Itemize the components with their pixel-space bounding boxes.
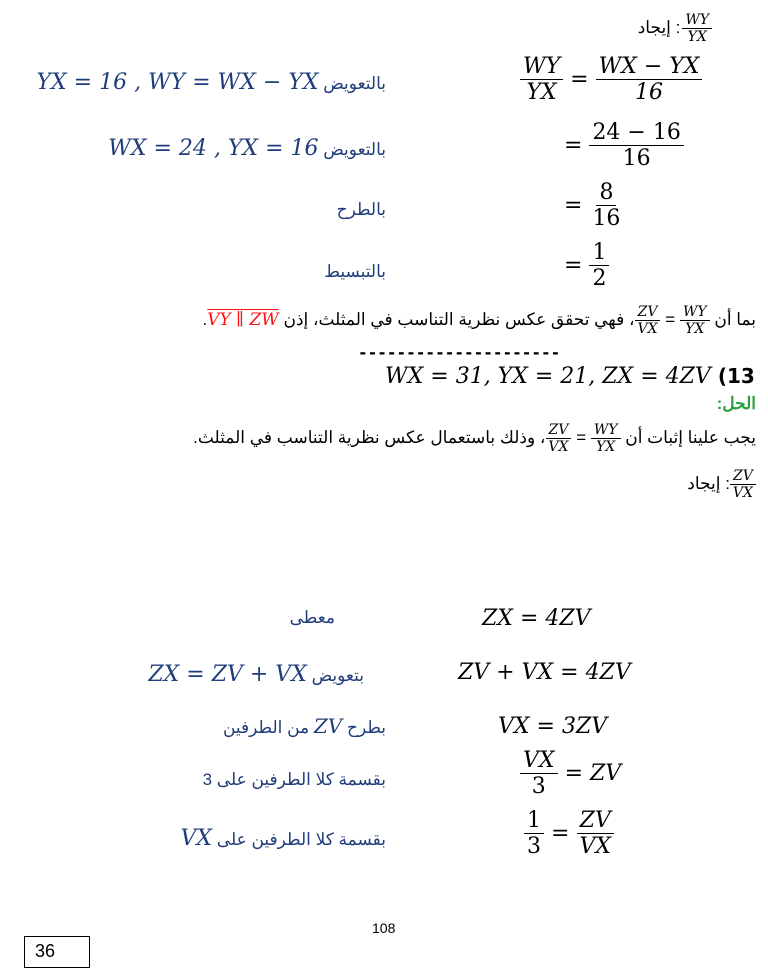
p13-step1-reason: معطى [289, 608, 335, 627]
conclusion-line: بما أن $\frac{ZV}{VX}$ = $\frac{WY}{YX}$ ، فهي تحقق عكس نظرية التناسب في المثلث، إذن VY ∥ ZW. [202, 304, 756, 338]
p13-step3-expr: VX = 3ZV [498, 714, 608, 739]
p13-step4-expr: $\frac{VX}{3}$ = ZV [520, 748, 621, 800]
step4-expression: = $\frac{1}{2}$ [564, 240, 609, 292]
step1-expression: $\frac{WY}{YX}$ = $\frac{WX - YX}{16}$ [520, 54, 702, 106]
page-number: 108 [372, 920, 396, 936]
step3-reason: بالطرح [336, 200, 386, 219]
step4-reason: بالتبسيط [324, 262, 386, 281]
p13-step3-reason: بطرح ZV من الطرفين [222, 714, 386, 738]
p13-step5-reason: بقسمة كلا الطرفين على VX [180, 826, 386, 851]
page-box-number: 36 [35, 941, 56, 961]
find-label-1: $\frac{WY}{YX}$ : إيجاد [638, 12, 712, 45]
step3-expression: = $\frac{8}{16}$ [564, 180, 621, 232]
p13-step5-expr: $\frac{1}{3}$ = $\frac{ZV}{VX}$ [524, 808, 614, 860]
step2-expression: = $\frac{24 - 16}{16}$ [564, 120, 684, 172]
p13-step4-reason: بقسمة كلا الطرفين على 3 [202, 770, 386, 789]
step1-reason: بالتعويض YX = 16 , WY = WX − YX [36, 70, 386, 95]
problem13-given: WX = 31, YX = 21, ZX = 4ZV (13 [385, 364, 755, 389]
find-frac-1: $\frac{WY}{YX}$ [682, 12, 712, 45]
p13-step2-expr: ZV + VX = 4ZV [458, 660, 631, 685]
separator: --------------------- [358, 343, 561, 362]
find-label-2: $\frac{ZV}{VX}$ : إيجاد [687, 468, 756, 501]
problem13-intro: يجب علينا إثبات أن $\frac{ZV}{VX}$ = $\frac{WY}{YX}$ ، وذلك باستعمال عكس نظرية التناسب في المثلث. [193, 422, 756, 456]
solution-label: الحل: [716, 394, 756, 413]
parallel-statement: VY ∥ ZW [207, 310, 279, 331]
p13-step2-reason: بتعويض ZX = ZV + VX [148, 662, 364, 687]
p13-step1-expr: ZX = 4ZV [482, 606, 591, 631]
step2-reason: بالتعويض WX = 24 , YX = 16 [108, 136, 386, 161]
page-box [24, 936, 90, 968]
